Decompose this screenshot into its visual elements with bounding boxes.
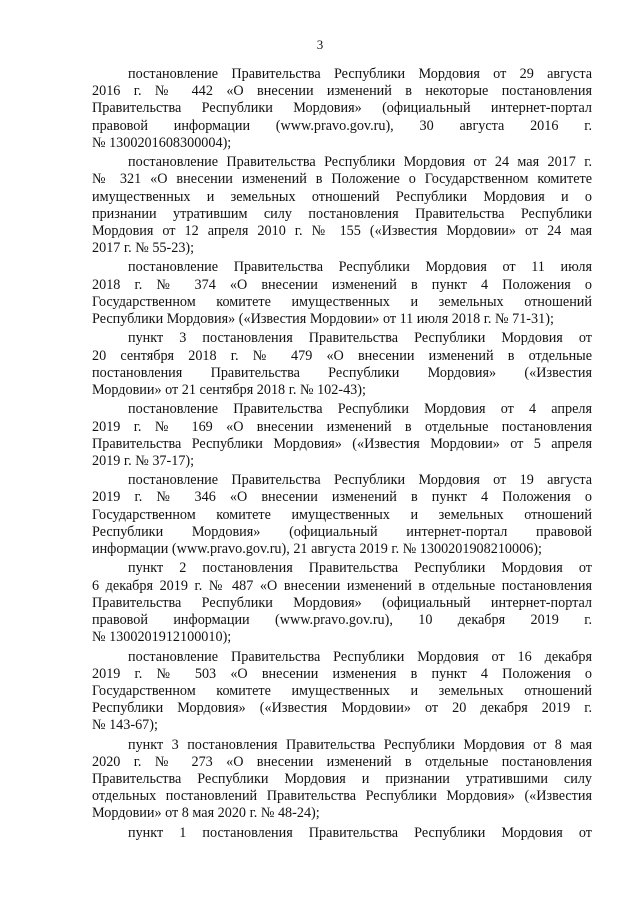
text-line: постановление Правительства Республики Мордовия от 29 августа: [128, 66, 592, 82]
paragraph: [92, 737, 592, 823]
paragraph: [92, 825, 592, 842]
text-line: пункт 3 постановления Правительства Республики Мордовия от 8 мая: [128, 736, 592, 753]
text-line: пункт 3 постановления Правительства Республики Мордовия от: [128, 330, 592, 347]
text-line: Республики Мордовия» («Известия Мордовии» от 11 июля 2018 г. № 71-31);: [92, 311, 554, 327]
text-line: Правительства Республики Мордовия» (официальный интернет-портал: [92, 100, 592, 117]
text-line: Мордовия от 12 апреля 2010 г. № 155 («Известия Мордовии» от 24 мая: [92, 222, 592, 239]
text-line: постановление Правительства Республики Мордовия от 19 августа: [128, 472, 592, 489]
paragraph: [92, 330, 592, 399]
paragraph: [92, 560, 592, 646]
text-line: 2017 г. № 55-23);: [92, 240, 195, 257]
text-line: 2020 г. № 273 «О внесении изменений в отдельные постановления: [92, 753, 592, 770]
paragraph: [92, 472, 592, 558]
text-line: Республики Мордовия» («Известия Мордовии» от 20 декабря 2019 г.: [92, 700, 592, 717]
text-line: 2019 г. № 37-17);: [92, 452, 195, 469]
text-line: 20 сентября 2018 г. № 479 «О внесении изменений в отдельные: [92, 347, 592, 364]
text-line: правовой информации (www.pravo.gov.ru), 30 августа 2016 г.: [92, 117, 592, 134]
text-line: № 143-67);: [92, 717, 158, 734]
text-line: 2018 г. № 374 «О внесении изменений в пункт 4 Положения о: [92, 276, 592, 293]
document-body: [92, 66, 592, 842]
text-line: 2019 г. № 169 «О внесении изменений в отдельные постановления: [92, 418, 592, 435]
text-line: Правительства Республики Мордовия и признании утратившими силу: [92, 771, 592, 787]
text-line: 2016 г. № 442 «О внесении изменений в некоторые постановления: [92, 83, 592, 100]
text-line: № 1300201608300004);: [92, 134, 232, 151]
text-line: правовой информации (www.pravo.gov.ru), 10 декабря 2019 г.: [92, 611, 592, 628]
text-line: Республики Мордовия» (официальный интернет-портал правовой: [92, 523, 592, 540]
text-line: имущественных и земельных отношений Республики Мордовия и о: [92, 188, 592, 205]
text-line: постановление Правительства Республики Мордовия от 24 мая 2017 г.: [128, 154, 592, 171]
text-line: Государственном комитете имущественных и земельных отношений: [92, 682, 592, 699]
text-line: пункт 2 постановления Правительства Республики Мордовия от: [128, 560, 592, 577]
text-line: № 321 «О внесении изменений в Положение о Государственном комитете: [92, 171, 592, 188]
text-line: информации (www.pravo.gov.ru), 21 августа 2019 г. № 1300201908210006);: [92, 541, 542, 557]
text-line: 6 декабря 2019 г. № 487 «О внесении изменений в отдельные постановления: [92, 577, 592, 594]
text-line: 2019 г. № 346 «О внесении изменений в пункт 4 Положения о: [92, 489, 592, 506]
paragraph: [92, 259, 592, 328]
text-line: Мордовии» от 21 сентября 2018 г. № 102-43);: [92, 381, 366, 398]
text-line: Государственном комитете имущественных и земельных отношений: [92, 506, 592, 523]
paragraph: [92, 649, 592, 735]
text-line: Мордовии» от 8 мая 2020 г. № 48-24);: [92, 805, 320, 822]
text-line: постановление Правительства Республики Мордовия от 11 июля: [128, 259, 592, 276]
text-line: № 1300201912100010);: [92, 629, 232, 646]
text-line: постановления Правительства Республики Мордовия» («Известия: [92, 364, 592, 381]
text-line: пункт 1 постановления Правительства Республики Мордовия от: [128, 824, 592, 841]
text-line: 2019 г. № 503 «О внесении изменения в пункт 4 Положения о: [92, 665, 592, 682]
page-number: 3: [316, 37, 324, 52]
text-line: Государственном комитете имущественных и земельных отношений: [92, 293, 592, 310]
text-line: Правительства Республики Мордовия» («Известия Мордовии» от 5 апреля: [92, 435, 592, 452]
text-line: постановление Правительства Республики Мордовия от 4 апреля: [128, 401, 592, 418]
paragraph: [92, 66, 592, 152]
text-line: отдельных постановлений Правительства Республики Мордовия» («Известия: [92, 788, 592, 805]
text-line: Правительства Республики Мордовия» (официальный интернет-портал: [92, 594, 592, 611]
text-line: признании утратившим силу постановления Правительства Республики: [92, 205, 592, 222]
text-line: постановление Правительства Республики Мордовия от 16 декабря: [128, 648, 592, 665]
paragraph: [92, 154, 592, 257]
paragraph: [92, 401, 592, 470]
